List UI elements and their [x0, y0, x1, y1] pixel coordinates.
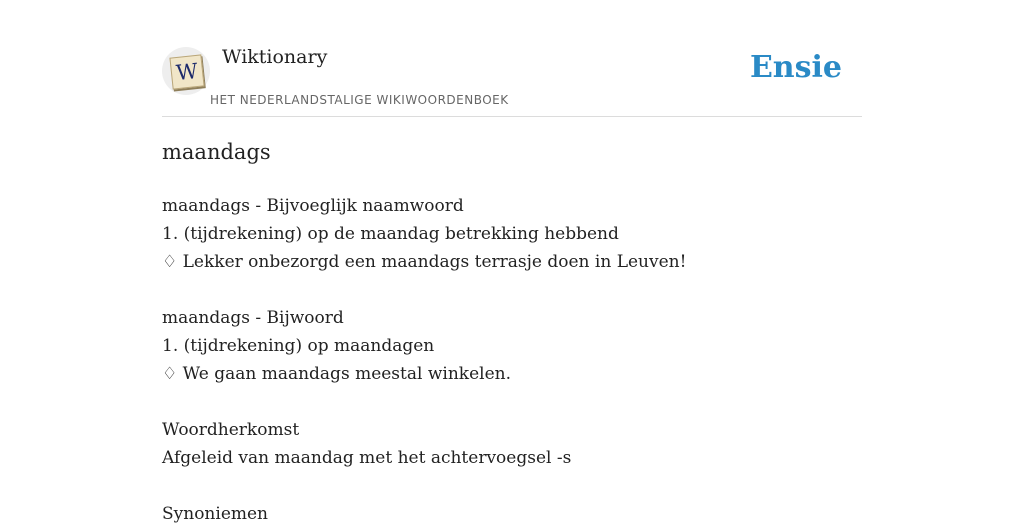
- blank-line: [162, 388, 862, 416]
- site-tagline: HET NEDERLANDSTALIGE WIKIWOORDENBOEK: [210, 93, 509, 107]
- logo-letter: W: [175, 58, 199, 86]
- wiktionary-logo-icon[interactable]: [162, 47, 210, 95]
- section-heading: Synoniemen: [162, 504, 269, 524]
- brand-logo[interactable]: Ensie: [749, 50, 842, 85]
- definition-line: 1. (tijdrekening) op maandagen: [162, 336, 435, 356]
- site-header: [162, 44, 862, 117]
- definition-line: maandags - Bijvoeglijk naamwoord: [162, 196, 464, 216]
- definition-line: maandags - Bijwoord: [162, 308, 344, 328]
- entry-content: [162, 192, 862, 528]
- blank-line: [162, 276, 862, 304]
- definition-line: 1. (tijdrekening) op de maandag betrekking hebbend: [162, 224, 619, 244]
- page-title: maandags: [162, 140, 271, 164]
- example-line: ♢ We gaan maandags meestal winkelen.: [162, 364, 511, 384]
- example-line: ♢ Lekker onbezorgd een maandags terrasje doen in Leuven!: [162, 252, 687, 272]
- section-heading: Woordherkomst: [162, 420, 300, 440]
- site-name[interactable]: Wiktionary: [222, 46, 328, 68]
- logo-tile: [169, 54, 204, 89]
- page: [162, 0, 862, 524]
- etymology-line: Afgeleid van maandag met het achtervoegsel -s: [162, 448, 572, 468]
- blank-line: [162, 472, 862, 500]
